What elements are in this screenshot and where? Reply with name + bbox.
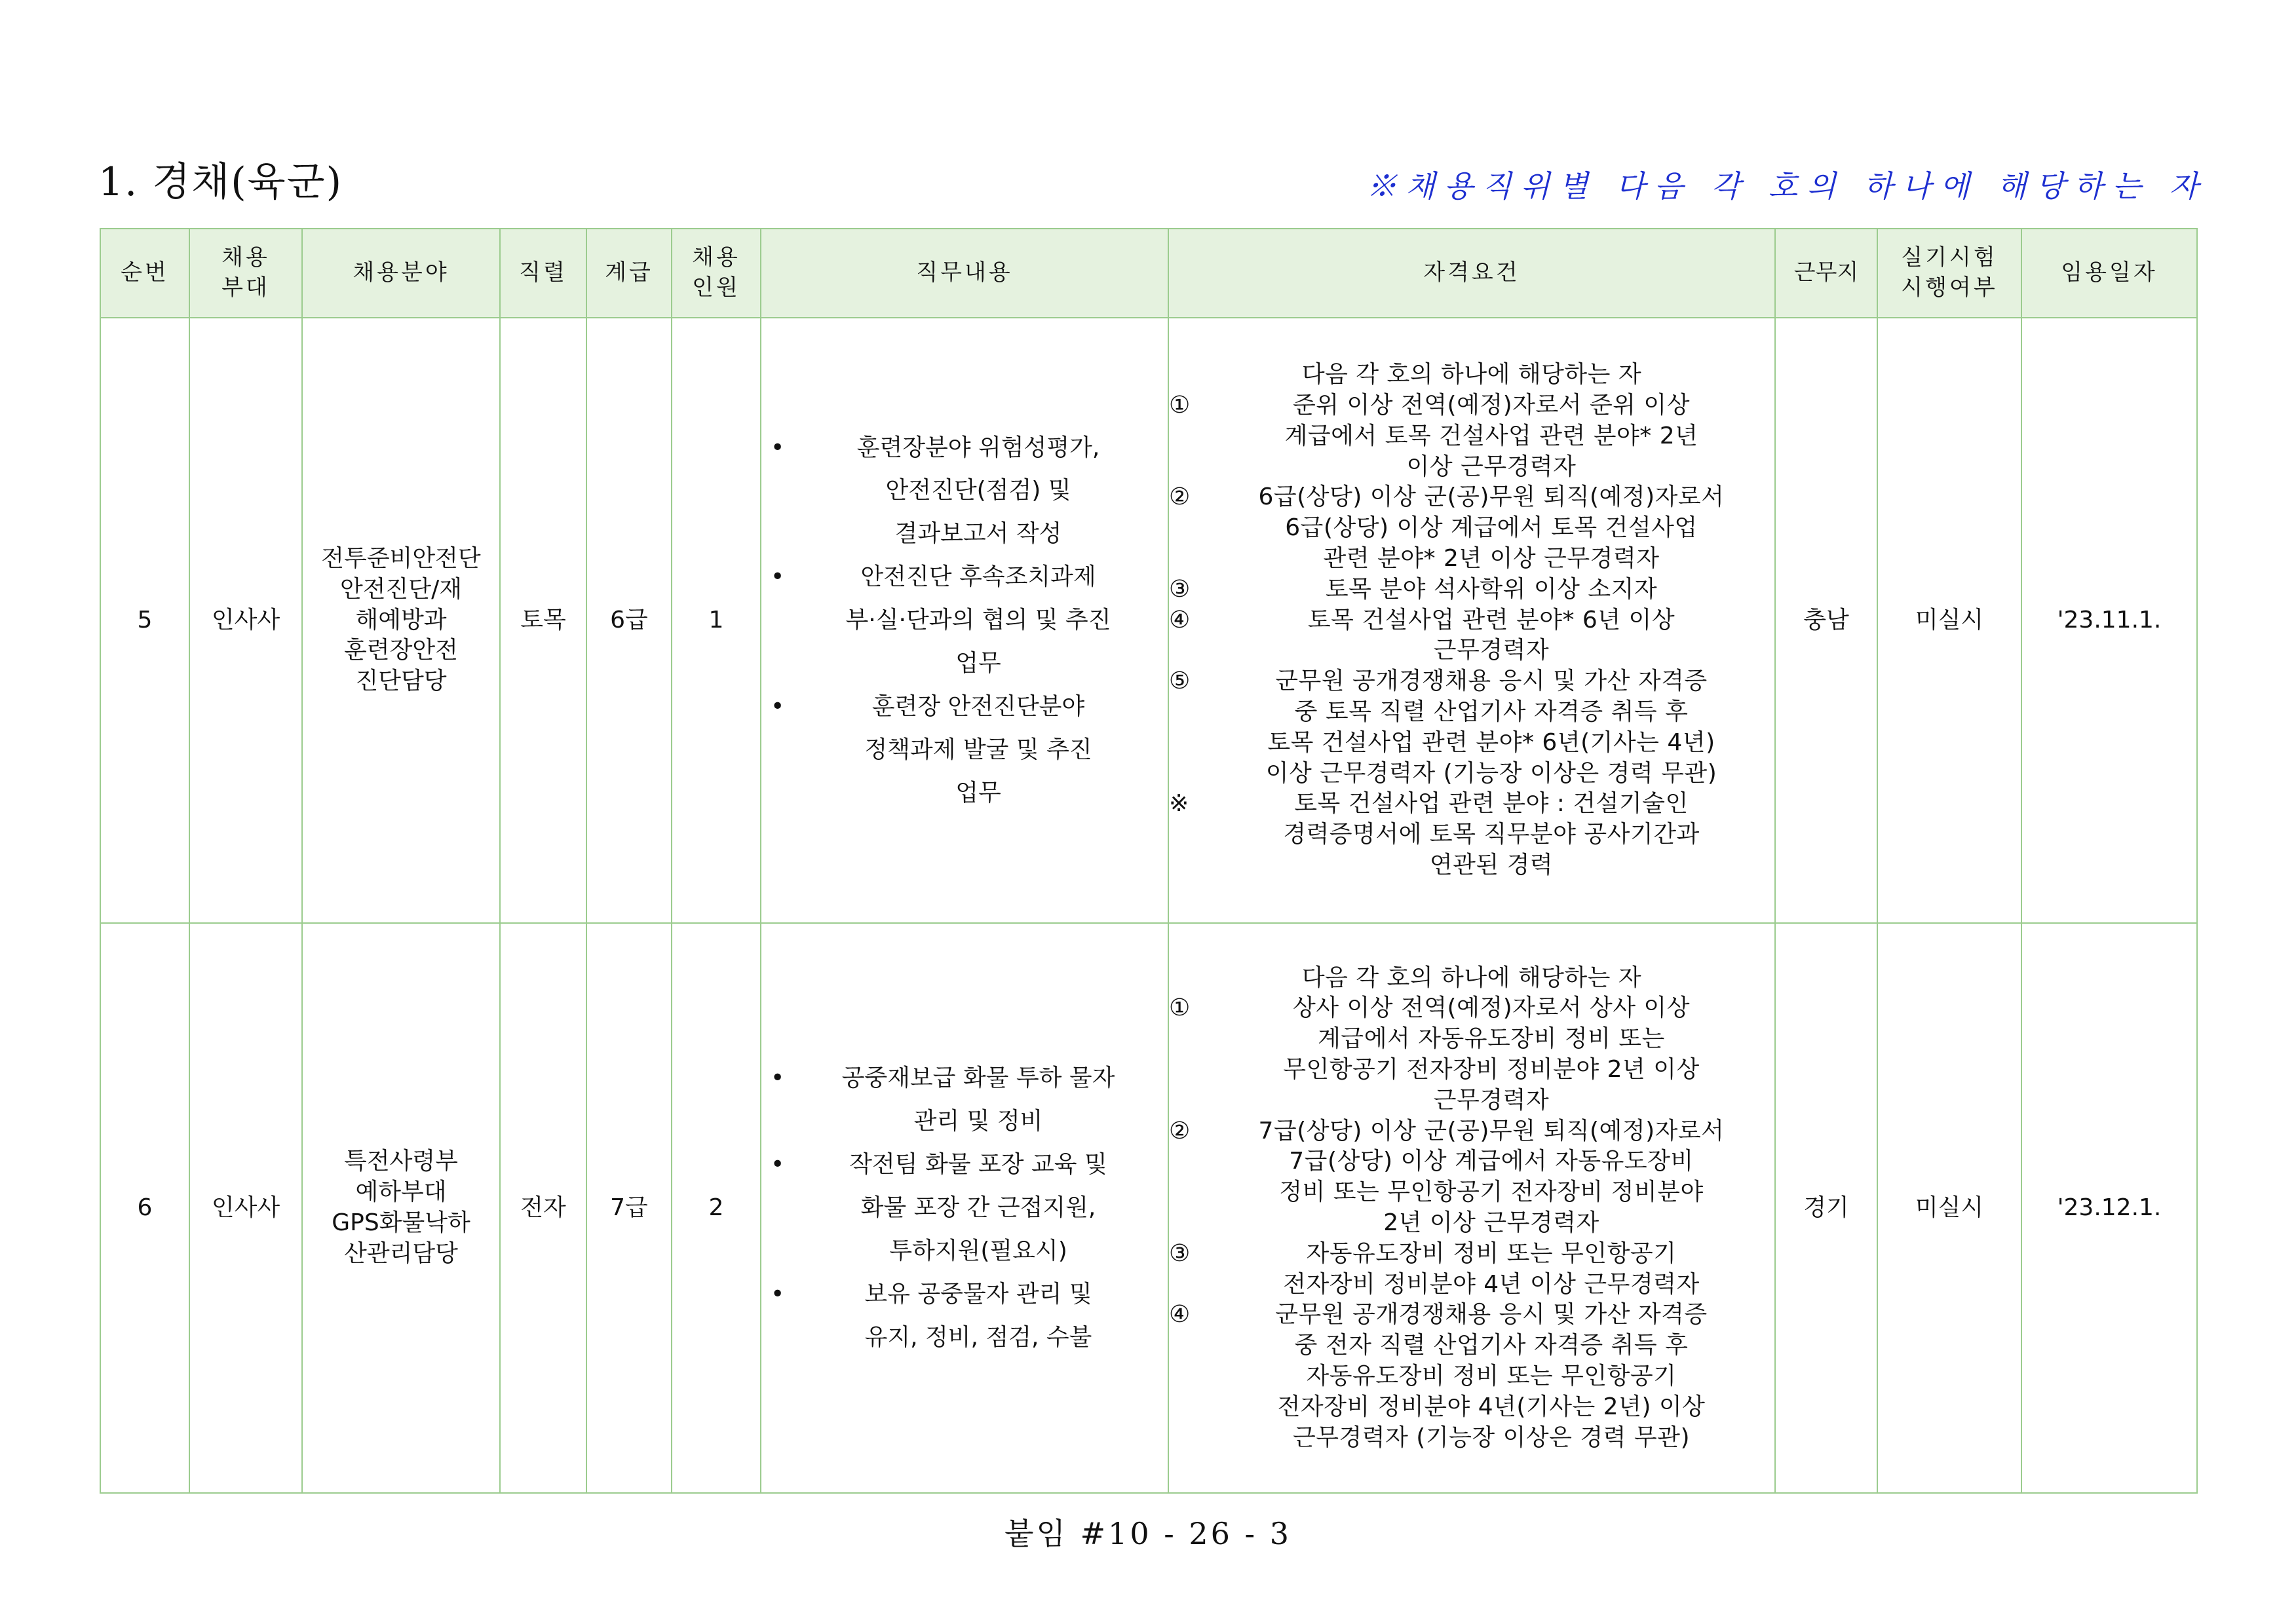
header-duties: 직무내용	[761, 229, 1168, 318]
qualification-number: ②	[1169, 1117, 1191, 1144]
qualification-number: ②	[1169, 483, 1191, 511]
cell-qualifications	[1168, 318, 1775, 923]
qualification-item	[1169, 575, 1774, 605]
qualification-note	[1169, 789, 1774, 880]
cell-unit: 인사사	[189, 318, 302, 923]
qualification-text: 7급(상당) 이상 군(공)무원 퇴직(예정)자로서 7급(상당) 이상 계급에서 자동유도장비 정비 또는 무인항공기 전자장비 정비분야 2년 이상 근무경력자	[1258, 1117, 1725, 1236]
qualification-text: 준위 이상 전역(예정)자로서 준위 이상 계급에서 토목 건설사업 관련 분야* 2년 이상 근무경력자	[1284, 392, 1698, 480]
header-practical: 실기시험 시행여부	[1877, 229, 2021, 318]
qualification-number: ④	[1169, 606, 1191, 633]
duty-item: • 작전팀 화물 포장 교육 및 화물 포장 간 근접지원, 투하지원(필요시)	[761, 1143, 1168, 1273]
qualification-text: 토목 건설사업 관련 분야 : 건설기술인 경력증명서에 토목 직무분야 공사기간과 연관된 경력	[1283, 790, 1700, 878]
cell-field: 특전사령부 예하부대 GPS화물낙하 산관리담당	[302, 923, 500, 1493]
qualification-item	[1169, 605, 1774, 667]
qualification-item	[1169, 993, 1774, 1116]
header-row	[100, 229, 2197, 318]
cell-qualifications	[1168, 923, 1775, 1493]
cell-count: 1	[672, 318, 761, 923]
qualification-number: ①	[1169, 994, 1191, 1022]
cell-practical: 미실시	[1877, 318, 2021, 923]
qualification-text: 토목 건설사업 관련 분야* 6년 이상 근무경력자	[1307, 606, 1675, 664]
cell-appoint: '23.12.1.	[2021, 923, 2197, 1493]
qualification-intro: 다음 각 호의 하나에 해당하는 자	[1301, 361, 1642, 388]
qualification-item	[1169, 666, 1774, 789]
header-field: 채용분야	[302, 229, 500, 318]
qualification-number: ⑤	[1169, 668, 1191, 695]
qualification-item	[1169, 482, 1774, 574]
cell-location: 충남	[1775, 318, 1877, 923]
qualification-item	[1169, 1116, 1774, 1239]
header-series: 직렬	[500, 229, 586, 318]
duty-item: • 공중재보급 화물 투하 물자 관리 및 정비	[761, 1057, 1168, 1143]
qualification-number: ③	[1169, 575, 1191, 603]
header-unit: 채용 부대	[189, 229, 302, 318]
qualification-item	[1169, 1239, 1774, 1300]
header-appoint: 임용일자	[2021, 229, 2197, 318]
duty-item: • 보유 공중물자 관리 및 유지, 정비, 점검, 수불	[761, 1273, 1168, 1359]
table-row	[100, 318, 2197, 923]
qualification-number: ④	[1169, 1301, 1191, 1329]
header-count: 채용 인원	[672, 229, 761, 318]
header-no: 순번	[100, 229, 189, 318]
cell-practical: 미실시	[1877, 923, 2021, 1493]
table-row	[100, 923, 2197, 1493]
qualification-text: 상사 이상 전역(예정)자로서 상사 이상 계급에서 자동유도장비 정비 또는 무인항공기 전자장비 정비분야 2년 이상 근무경력자	[1283, 994, 1700, 1114]
note-mark: ※	[1169, 790, 1189, 818]
cell-series: 전자	[500, 923, 586, 1493]
cell-series: 토목	[500, 318, 586, 923]
cell-grade: 7급	[586, 923, 672, 1493]
duty-item: • 훈련장분야 위험성평가, 안전진단(점검) 및 결과보고서 작성	[761, 426, 1168, 556]
cell-field: 전투준비안전단 안전진단/재 해예방과 훈련장안전 진단담당	[302, 318, 500, 923]
qualification-intro: 다음 각 호의 하나에 해당하는 자	[1301, 964, 1642, 991]
duty-item: • 훈련장 안전진단분야 정책과제 발굴 및 추진 업무	[761, 685, 1168, 815]
cell-location: 경기	[1775, 923, 1877, 1493]
page-title: 1. 경채(육군)	[98, 159, 343, 205]
header-location: 근무지	[1775, 229, 1877, 318]
qualification-text: 군무원 공개경쟁채용 응시 및 가산 자격증 중 전자 직렬 산업기사 자격증 취득 후 자동유도장비 정비 또는 무인항공기 전자장비 정비분야 4년(기사는 2년) 이상 근무경력자 (기능장 이상은 경력 무관)	[1275, 1301, 1708, 1451]
qualification-text: 자동유도장비 정비 또는 무인항공기 전자장비 정비분야 4년 이상 근무경력자	[1283, 1239, 1700, 1298]
cell-count: 2	[672, 923, 761, 1493]
recruitment-table	[100, 228, 2198, 1494]
cell-no: 6	[100, 923, 189, 1493]
cell-unit: 인사사	[189, 923, 302, 1493]
qualification-text: 군무원 공개경쟁채용 응시 및 가산 자격증 중 토목 직렬 산업기사 자격증 취득 후 토목 건설사업 관련 분야* 6년(기사는 4년) 이상 근무경력자 (기능장 이상은 경력 무관)	[1265, 668, 1717, 787]
qualification-number: ①	[1169, 392, 1191, 419]
cell-grade: 6급	[586, 318, 672, 923]
qualification-number: ③	[1169, 1239, 1191, 1267]
qualification-text: 6급(상당) 이상 군(공)무원 퇴직(예정)자로서 6급(상당) 이상 계급에서 토목 건설사업 관련 분야* 2년 이상 근무경력자	[1258, 483, 1725, 572]
page-footer: 붙임 #10 - 26 - 3	[1004, 1516, 1292, 1551]
qualification-item	[1169, 1300, 1774, 1453]
cell-duties	[761, 318, 1168, 923]
qualification-text: 토목 분야 석사학위 이상 소지자	[1325, 575, 1658, 603]
page-subtitle: ※채용직위별 다음 각 호의 하나에 해당하는 자	[1366, 168, 2208, 204]
duty-item: • 안전진단 후속조치과제 부·실·단과의 협의 및 추진 업무	[761, 556, 1168, 685]
header-qualifications: 자격요건	[1168, 229, 1775, 318]
cell-no: 5	[100, 318, 189, 923]
cell-appoint: '23.11.1.	[2021, 318, 2197, 923]
cell-duties	[761, 923, 1168, 1493]
qualification-item	[1169, 390, 1774, 482]
header-grade: 계급	[586, 229, 672, 318]
